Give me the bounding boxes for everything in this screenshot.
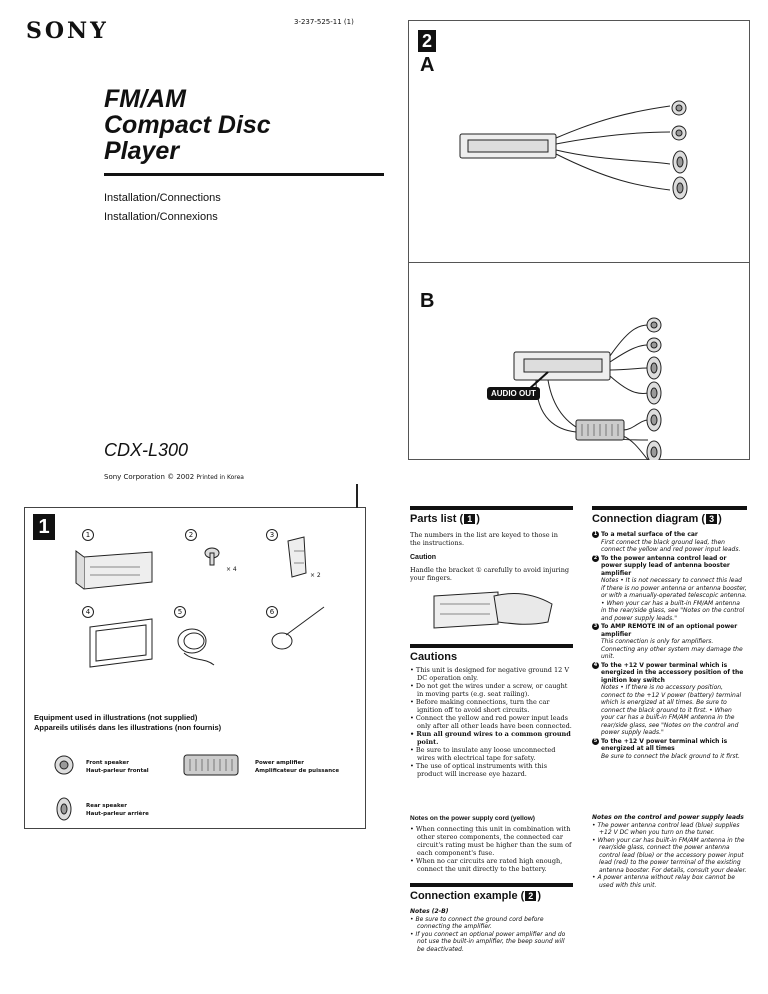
power-cord [178, 629, 214, 665]
power-amp-en: Power amplifier [255, 760, 304, 766]
model-number: CDX-L300 [104, 440, 189, 460]
sony-logo: SONY [26, 18, 109, 44]
strap [272, 607, 324, 649]
power-notes-title: Notes on the power supply cord (yellow) [410, 815, 535, 822]
connection-steps [592, 531, 747, 761]
part-4-number: 4 [82, 606, 94, 618]
leads-notes [592, 814, 747, 889]
cautions-list [410, 666, 572, 778]
power-amplifier-b [576, 420, 624, 440]
equipment-title-en: Equipment used in illustrations (not supplied) [34, 713, 198, 722]
title-line-2: Compact Disc [104, 111, 271, 139]
connection-example-note: • Be sure to connect the ground cord before connecting the amplifier. [410, 915, 544, 930]
rear-speaker-caption [86, 802, 149, 818]
figure-2-badge: 2 [418, 30, 436, 52]
connection-example-heading-text: Connection example ( [410, 890, 525, 902]
caution-item: • The use of optical instruments with this product will increase eye hazard. [410, 762, 548, 778]
leads-note: • A power antenna without relay box cannot be used with this unit. [592, 874, 736, 889]
audio-out-label: AUDIO OUT [487, 387, 540, 400]
parts-caution-text: Handle the bracket ① carefully to avoid injuring your fingers. [410, 566, 570, 582]
bracket-handling-illustration [428, 586, 558, 632]
parts-list-heading-end: ) [476, 513, 480, 525]
part-number: 3-237-525-11 (1) [294, 18, 354, 26]
connection-diagram-badge: 3 [706, 514, 717, 524]
subtitle-fr: Installation/Connexions [104, 211, 218, 223]
head-unit-a [460, 134, 556, 158]
equipment-heading [34, 713, 221, 733]
caution-item: • Connect the yellow and red power input leads only after all other leads have been connected. [410, 714, 572, 730]
cautions-bar [410, 644, 573, 648]
connection-step-5: 5 To the +12 V power terminal which is energized at all times Be sure to connect the black ground to it first. [593, 737, 740, 760]
power-notes-list [410, 825, 572, 873]
leads-note: • The power antenna control lead (blue) supplies +12 V DC when you turn on the tuner. [592, 821, 740, 836]
figure-2a-label: A [420, 54, 435, 76]
fold-mark [356, 484, 358, 508]
connection-example-notes [410, 908, 572, 953]
parts-list-intro: The numbers in the list are keyed to those in the instructions. [410, 531, 558, 547]
rear-speaker-en: Rear speaker [86, 803, 127, 809]
parts-list-badge: 1 [464, 514, 475, 524]
subtitle-en: Installation/Connections [104, 192, 221, 204]
power-amp-fr: Amplificateur de puissance [255, 768, 340, 774]
power-amp-caption [255, 759, 339, 775]
caution-item: • Before making connections, turn the car ignition off to avoid short circuits. [410, 698, 550, 714]
part-6-number: 6 [266, 606, 278, 618]
power-amp-sample [184, 755, 238, 775]
leads-note: • When your car has built-in FM/AM antenna in the rear/side glass, connect the power antenna control lead (blue) or the accessory power input lead (red) to the power terminal of the existing antenna booster. For details, consult your dealer. [592, 836, 747, 874]
leads-notes-title: Notes on the control and power supply leads [592, 814, 744, 821]
connection-example-badge: 2 [525, 891, 536, 901]
cautions-heading: Cautions [410, 651, 458, 663]
caution-item: • Do not get the wires under a screw, or caught in moving parts (e.g. seat railing). [410, 682, 568, 698]
part-2-number: 2 [185, 529, 197, 541]
part-3-number: 3 [266, 529, 278, 541]
power-note-item: • When no car circuits are rated high enough, connect the unit directly to the battery. [410, 857, 563, 873]
title-line-3: Player [104, 137, 180, 165]
release-keys [288, 537, 306, 577]
document-title [104, 86, 271, 164]
caution-item: • This unit is designed for negative ground 12 V DC operation only. [410, 666, 570, 682]
figure-1-badge: 1 [33, 514, 55, 540]
head-unit-b [514, 352, 610, 380]
parts-caution-title: Caution [410, 554, 437, 561]
parts-list-bar [410, 506, 573, 510]
connection-diagram-heading [592, 513, 722, 525]
front-speaker-en: Front speaker [86, 760, 129, 766]
corporation-line [104, 473, 244, 481]
title-line-1: FM/AM [104, 85, 186, 113]
connection-diagram-illustration [408, 20, 750, 460]
connection-example-bar [410, 883, 573, 887]
connection-diagram-heading-text: Connection diagram ( [592, 513, 706, 525]
figure-2b-label: B [420, 290, 435, 312]
speakers-a [672, 101, 687, 199]
connection-diagram-bar [592, 506, 747, 510]
speakers-b [647, 318, 661, 460]
connection-diagram-heading-end: ) [718, 513, 722, 525]
mounting-sleeve [76, 551, 152, 589]
connection-example-note: • If you connect an optional power amplifier and do not use the built-in amplifier, the beep sound will be deactivated. [410, 930, 566, 953]
printed-in: Printed in Korea [196, 474, 244, 481]
front-speaker-fr: Haut-parleur frontal [86, 768, 149, 774]
connection-step-4: 4 To the +12 V power terminal which is energized in the accessory position of the ignition key switch Notes • If there is no accessory position, connect to the +12 V power (battery) terminal which is energized at all times. Be sure to connect the black ground to it first. • When your car has a built-in FM/AM antenna in the rear/side glass, see "Notes on the control and power supply leads." [593, 661, 744, 736]
front-speaker-caption [86, 759, 149, 775]
connection-step-3: 3 To AMP REMOTE IN of an optional power amplifier This connection is only for amplifiers. Connecting any other system may damage the unit. [593, 623, 743, 660]
connection-step-2: 2 To the power antenna control lead or power supply lead of antenna booster amplifier Notes • It is not necessary to connect this lead if there is no power antenna or antenna booster, or with a manually-operated telescopic antenna. • When your car has a built-in FM/AM antenna in the rear/side glass, see "Notes on the control and power supply leads." [593, 554, 747, 622]
corporation: Sony Corporation © 2002 [104, 473, 195, 481]
parts-list-heading [410, 513, 480, 525]
frame [90, 619, 152, 667]
caution-item: • Be sure to insulate any loose unconnected wires with electrical tape for safety. [410, 746, 556, 762]
rear-speaker-fr: Haut-parleur arrière [86, 811, 149, 817]
connection-example-heading-end: ) [537, 890, 541, 902]
connection-example-heading [410, 890, 541, 902]
connection-example-notes-title: Notes (2-B) [410, 908, 449, 915]
part-3-quantity: × 2 [310, 572, 321, 579]
part-2-quantity: × 4 [226, 566, 237, 573]
part-5-number: 5 [174, 606, 186, 618]
parts-list-heading-text: Parts list ( [410, 513, 464, 525]
equipment-title-fr: Appareils utilisés dans les illustrations (non fournis) [34, 723, 222, 732]
parts-illustration [24, 507, 364, 827]
title-rule [104, 173, 384, 176]
part-1-number: 1 [82, 529, 94, 541]
power-note-item: • When connecting this unit in combination with other stereo components, the connected car circuit's rating must be higher than the sum of each component's fuse. [410, 825, 572, 857]
caution-item: • Run all ground wires to a common ground point. [410, 730, 571, 746]
connection-step-1: 1 To a metal surface of the car First connect the black ground lead, then connect the yellow and red power input leads. [593, 531, 741, 553]
screw [205, 548, 219, 565]
front-speaker-sample [55, 756, 73, 774]
rear-speaker-sample [57, 798, 71, 820]
